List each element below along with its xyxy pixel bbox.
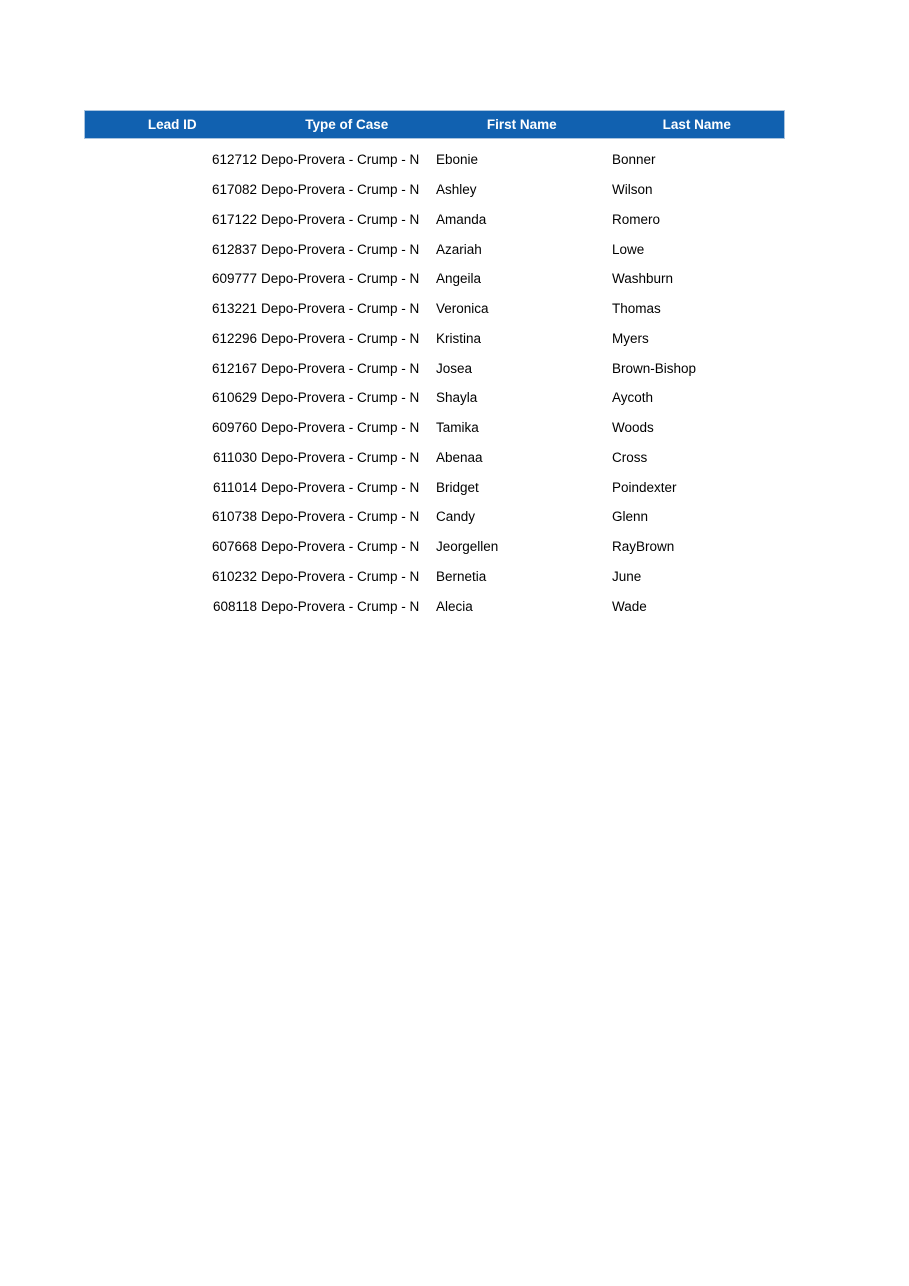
cell-lead-id[interactable]: 611030 bbox=[212, 449, 257, 465]
cell-first-name[interactable]: Bridget bbox=[436, 479, 479, 495]
cell-first-name[interactable]: Shayla bbox=[436, 390, 478, 406]
cell-lead-id[interactable]: 610232 bbox=[211, 568, 257, 584]
table-row[interactable] bbox=[84, 264, 785, 294]
cell-last-name[interactable]: Wade bbox=[612, 598, 647, 614]
table-row[interactable] bbox=[84, 324, 785, 354]
cell-lead-id[interactable]: 609760 bbox=[211, 420, 257, 436]
header-first-name[interactable]: First Name bbox=[486, 117, 557, 132]
cell-type-of-case[interactable]: Depo-Provera - Crump - N bbox=[261, 390, 420, 406]
cell-type-of-case[interactable]: Depo-Provera - Crump - N bbox=[261, 330, 420, 346]
cell-type-of-case[interactable]: Depo-Provera - Crump - N bbox=[261, 211, 420, 227]
cell-lead-id[interactable]: 610629 bbox=[211, 390, 257, 406]
table-row[interactable] bbox=[84, 502, 785, 532]
cell-last-name[interactable]: Cross bbox=[612, 449, 648, 465]
cell-last-name[interactable]: Romero bbox=[612, 211, 661, 227]
cell-lead-id[interactable]: 609777 bbox=[211, 271, 257, 287]
cell-type-of-case[interactable]: Depo-Provera - Crump - N bbox=[261, 241, 420, 257]
cell-lead-id[interactable]: 611014 bbox=[212, 479, 257, 495]
leads-table bbox=[84, 110, 785, 621]
cell-first-name[interactable]: Azariah bbox=[436, 241, 482, 257]
cell-last-name[interactable]: June bbox=[612, 568, 642, 584]
cell-type-of-case[interactable]: Depo-Provera - Crump - N bbox=[261, 182, 420, 198]
table-header-row bbox=[84, 110, 785, 139]
cell-last-name[interactable]: Poindexter bbox=[612, 479, 677, 495]
cell-last-name[interactable]: Brown-Bishop bbox=[612, 360, 697, 376]
cell-first-name[interactable]: Jeorgellen bbox=[436, 539, 499, 555]
cell-type-of-case[interactable]: Depo-Provera - Crump - N bbox=[261, 420, 420, 436]
table-row[interactable] bbox=[84, 205, 785, 235]
cell-lead-id[interactable]: 612712 bbox=[211, 152, 257, 168]
table-row[interactable] bbox=[84, 532, 785, 562]
header-last-name[interactable]: Last Name bbox=[662, 117, 731, 132]
header-lead-id[interactable]: Lead ID bbox=[147, 117, 197, 132]
table-row[interactable] bbox=[84, 591, 785, 621]
cell-type-of-case[interactable]: Depo-Provera - Crump - N bbox=[261, 539, 420, 555]
cell-lead-id[interactable]: 613221 bbox=[211, 301, 257, 317]
cell-last-name[interactable]: Bonner bbox=[612, 152, 656, 168]
cell-type-of-case[interactable]: Depo-Provera - Crump - N bbox=[261, 598, 420, 614]
cell-last-name[interactable]: Glenn bbox=[612, 509, 649, 525]
cell-last-name[interactable]: Aycoth bbox=[612, 390, 654, 406]
cell-lead-id[interactable]: 617082 bbox=[211, 182, 257, 198]
table-row[interactable] bbox=[84, 145, 785, 175]
cell-last-name[interactable]: Myers bbox=[612, 330, 649, 346]
table-row[interactable] bbox=[84, 353, 785, 383]
cell-last-name[interactable]: RayBrown bbox=[612, 539, 675, 555]
table-row[interactable] bbox=[84, 234, 785, 264]
table-row[interactable] bbox=[84, 472, 785, 502]
table-row[interactable] bbox=[84, 175, 785, 205]
table-row[interactable] bbox=[84, 562, 785, 592]
cell-first-name[interactable]: Josea bbox=[436, 360, 473, 376]
cell-first-name[interactable]: Abenaa bbox=[436, 449, 483, 465]
cell-lead-id[interactable]: 608118 bbox=[212, 598, 257, 614]
cell-first-name[interactable]: Ebonie bbox=[436, 152, 479, 168]
table-row[interactable] bbox=[84, 383, 785, 413]
cell-type-of-case[interactable]: Depo-Provera - Crump - N bbox=[261, 360, 420, 376]
cell-lead-id[interactable]: 617122 bbox=[211, 211, 257, 227]
cell-first-name[interactable]: Angeila bbox=[436, 271, 482, 287]
cell-type-of-case[interactable]: Depo-Provera - Crump - N bbox=[261, 479, 420, 495]
cell-first-name[interactable]: Veronica bbox=[436, 301, 489, 317]
cell-first-name[interactable]: Candy bbox=[436, 509, 476, 525]
cell-first-name[interactable]: Ashley bbox=[436, 182, 477, 198]
cell-type-of-case[interactable]: Depo-Provera - Crump - N bbox=[261, 449, 420, 465]
cell-lead-id[interactable]: 607668 bbox=[211, 539, 257, 555]
cell-first-name[interactable]: Tamika bbox=[436, 420, 479, 436]
cell-first-name[interactable]: Kristina bbox=[436, 330, 482, 346]
cell-lead-id[interactable]: 612837 bbox=[211, 241, 257, 257]
cell-lead-id[interactable]: 610738 bbox=[211, 509, 257, 525]
table-row[interactable] bbox=[84, 443, 785, 473]
cell-type-of-case[interactable]: Depo-Provera - Crump - N bbox=[261, 301, 420, 317]
cell-last-name[interactable]: Lowe bbox=[612, 241, 645, 257]
cell-first-name[interactable]: Bernetia bbox=[436, 568, 487, 584]
cell-type-of-case[interactable]: Depo-Provera - Crump - N bbox=[261, 152, 420, 168]
table-body bbox=[84, 139, 785, 621]
cell-first-name[interactable]: Amanda bbox=[436, 211, 487, 227]
cell-first-name[interactable]: Alecia bbox=[436, 598, 473, 614]
cell-last-name[interactable]: Woods bbox=[612, 420, 654, 436]
cell-lead-id[interactable]: 612167 bbox=[211, 360, 257, 376]
cell-last-name[interactable]: Wilson bbox=[612, 182, 653, 198]
header-type-of-case[interactable]: Type of Case bbox=[305, 117, 389, 132]
cell-type-of-case[interactable]: Depo-Provera - Crump - N bbox=[261, 568, 420, 584]
table-row[interactable] bbox=[84, 413, 785, 443]
cell-lead-id[interactable]: 612296 bbox=[211, 330, 257, 346]
cell-type-of-case[interactable]: Depo-Provera - Crump - N bbox=[261, 271, 420, 287]
table-row[interactable] bbox=[84, 294, 785, 324]
cell-last-name[interactable]: Washburn bbox=[612, 271, 674, 287]
cell-last-name[interactable]: Thomas bbox=[612, 301, 661, 317]
cell-type-of-case[interactable]: Depo-Provera - Crump - N bbox=[261, 509, 420, 525]
